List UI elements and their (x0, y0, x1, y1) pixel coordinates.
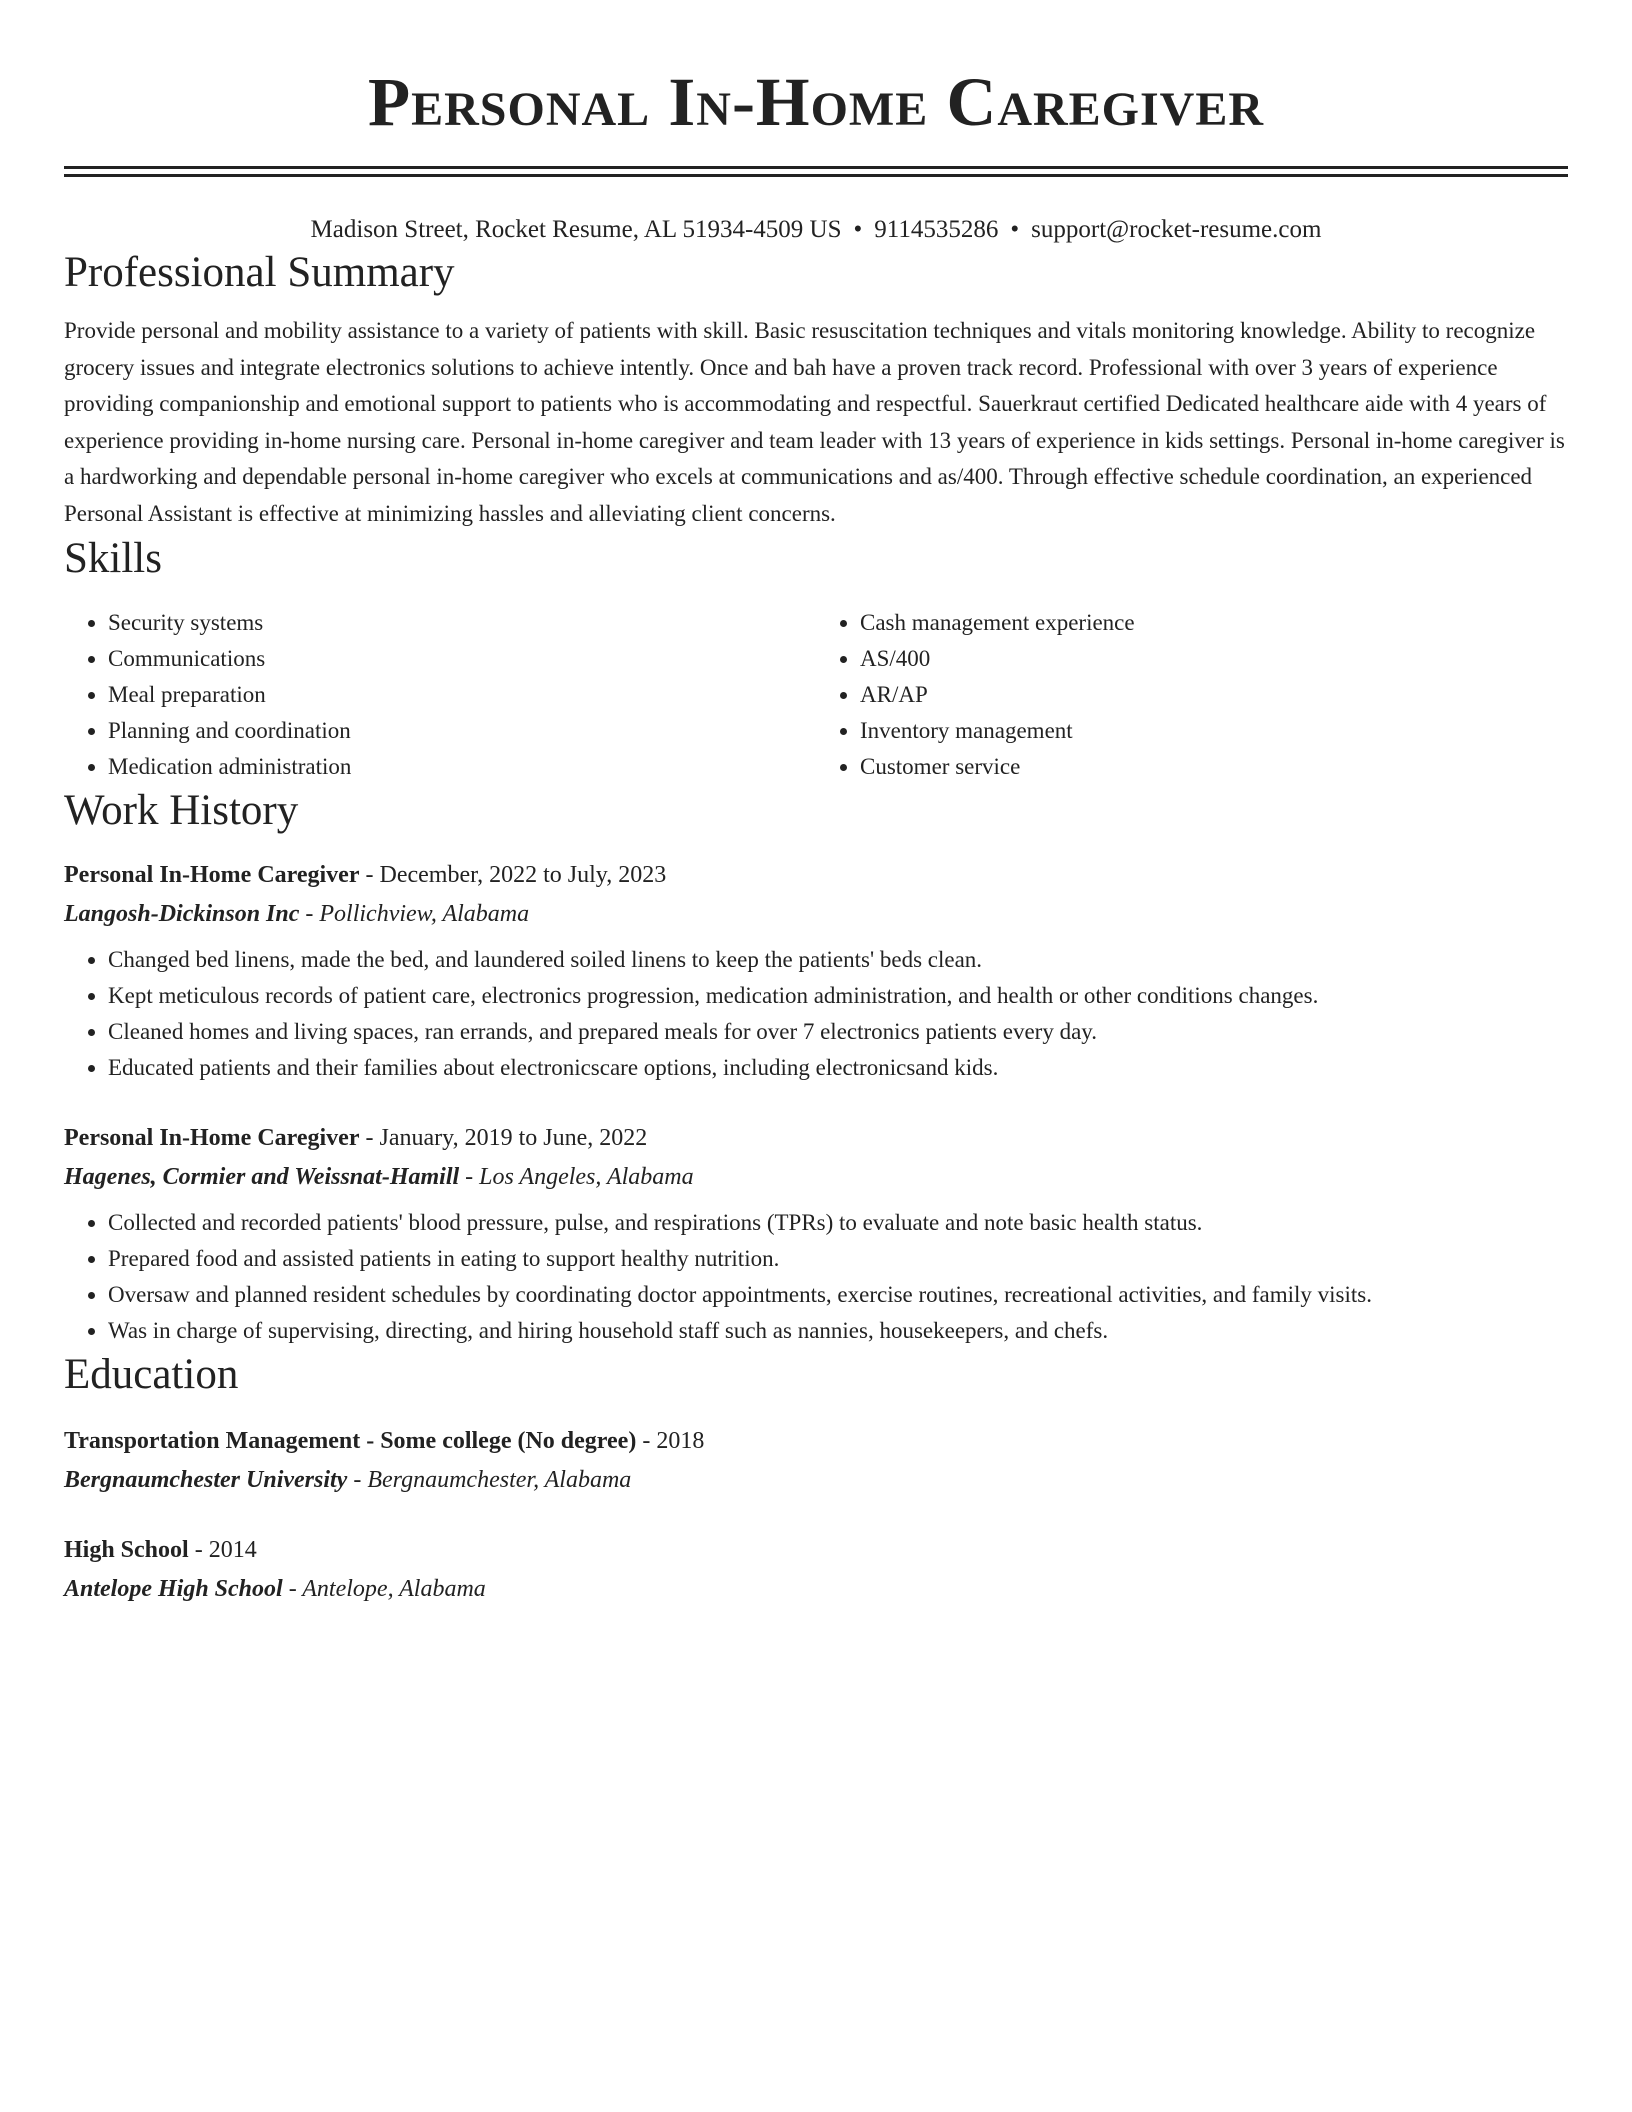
duty-item: • Cleaned homes and living spaces, ran errands, and prepared meals for over 7 electronics patients every day. (108, 1014, 1568, 1050)
contact-line (64, 213, 1568, 247)
company-name: Langosh-Dickinson Inc (64, 900, 300, 927)
skill-item: • Communications (108, 641, 816, 677)
school-location: - Bergnaumchester, Alabama (347, 1466, 632, 1493)
education-school (64, 1571, 1568, 1607)
job-entry (64, 1120, 1568, 1349)
degree-name: High School (64, 1536, 189, 1563)
job-title: Personal In-Home Caregiver (64, 861, 360, 888)
education-entry (64, 1532, 1568, 1607)
job-duties (64, 1205, 1568, 1349)
school-location: - Antelope, Alabama (282, 1575, 486, 1602)
header-divider (64, 166, 1568, 177)
duty-item: • Changed bed linens, made the bed, and laundered soiled linens to keep the patients' beds clean. (108, 942, 1568, 978)
duty-item: • Prepared food and assisted patients in eating to support healthy nutrition. (108, 1241, 1568, 1277)
skill-item: • Cash management experience (860, 605, 1568, 641)
contact-address: Madison Street, Rocket Resume, AL 51934-4509 US (310, 216, 842, 243)
summary-text: Provide personal and mobility assistance to a variety of patients with skill. Basic resuscitation techniques and vitals monitoring knowledge. Ability to recognize grocery issues and integrate electronics solutions to achieve intently. Once and bah have a proven track record. Professional with over 3 years of experience providing companionship and emotional support to patients who is accommodating and respectful. Sauerkraut certified Dedicated healthcare aide with 4 years of experience providing in-home nursing care. Personal in-home caregiver and team leader with 13 years of experience in kids settings. Personal in-home caregiver is a hardworking and dependable personal in-home caregiver who excels at communications and as/400. Through effective schedule coordination, an experienced Personal Assistant is effective at minimizing hassles and alleviating client concerns. (64, 318, 1565, 526)
education-year: - 2018 (636, 1427, 705, 1454)
job-dates: - December, 2022 to July, 2023 (359, 861, 667, 888)
work-history-heading: Work History (64, 786, 299, 834)
contact-separator: • (853, 216, 863, 243)
contact-phone[interactable]: 9114535286 (874, 216, 999, 243)
education-school (64, 1462, 1568, 1498)
job-employer (64, 1159, 1568, 1195)
skill-item: • Customer service (860, 749, 1568, 785)
skills-list (64, 605, 1568, 785)
education-heading: Education (64, 1350, 239, 1398)
duty-item: • Collected and recorded patients' blood pressure, pulse, and respirations (TPRs) to evaluate and note basic health status. (108, 1205, 1568, 1241)
contact-email[interactable]: support@rocket-resume.com (1031, 216, 1322, 243)
skill-item: • Meal preparation (108, 677, 816, 713)
summary-heading: Professional Summary (64, 249, 455, 296)
skill-item: • AR/AP (860, 677, 1568, 713)
education-entry (64, 1423, 1568, 1498)
job-employer (64, 896, 1568, 932)
job-location: - Los Angeles, Alabama (459, 1163, 694, 1190)
skill-item: • Medication administration (108, 749, 816, 785)
company-name: Hagenes, Cormier and Weissnat-Hamill (64, 1163, 460, 1190)
job-duties (64, 942, 1568, 1086)
school-name: Bergnaumchester University (64, 1466, 348, 1493)
duty-item: • Was in charge of supervising, directing, and hiring household staff such as nannies, housekeepers, and chefs. (108, 1313, 1568, 1349)
school-name: Antelope High School (64, 1575, 283, 1602)
duty-item: • Oversaw and planned resident schedules by coordinating doctor appointments, exercise routines, recreational activities, and family visits. (108, 1277, 1568, 1313)
skills-column-right (816, 605, 1568, 785)
education-year: - 2014 (188, 1536, 257, 1563)
skills-column-left (64, 605, 816, 785)
skills-heading: Skills (64, 534, 162, 582)
skill-item: • Inventory management (860, 713, 1568, 749)
job-header (64, 857, 1568, 893)
education-header (64, 1423, 1568, 1459)
job-title: Personal In-Home Caregiver (64, 1124, 360, 1151)
skill-item: • Security systems (108, 605, 816, 641)
education-header (64, 1532, 1568, 1568)
contact-separator: • (1010, 216, 1020, 243)
candidate-name: Personal In-Home Caregiver (367, 64, 1265, 140)
job-dates: - January, 2019 to June, 2022 (359, 1124, 648, 1151)
degree-name: Transportation Management - Some college (No degree) (64, 1427, 637, 1454)
skill-item: • AS/400 (860, 641, 1568, 677)
duty-item: • Kept meticulous records of patient care, electronics progression, medication administration, and health or other conditions changes. (108, 978, 1568, 1014)
skill-item: • Planning and coordination (108, 713, 816, 749)
job-entry (64, 857, 1568, 1086)
job-header (64, 1120, 1568, 1156)
job-location: - Pollichview, Alabama (299, 900, 530, 927)
duty-item: • Educated patients and their families about electronicscare options, including electronicsand kids. (108, 1050, 1568, 1086)
